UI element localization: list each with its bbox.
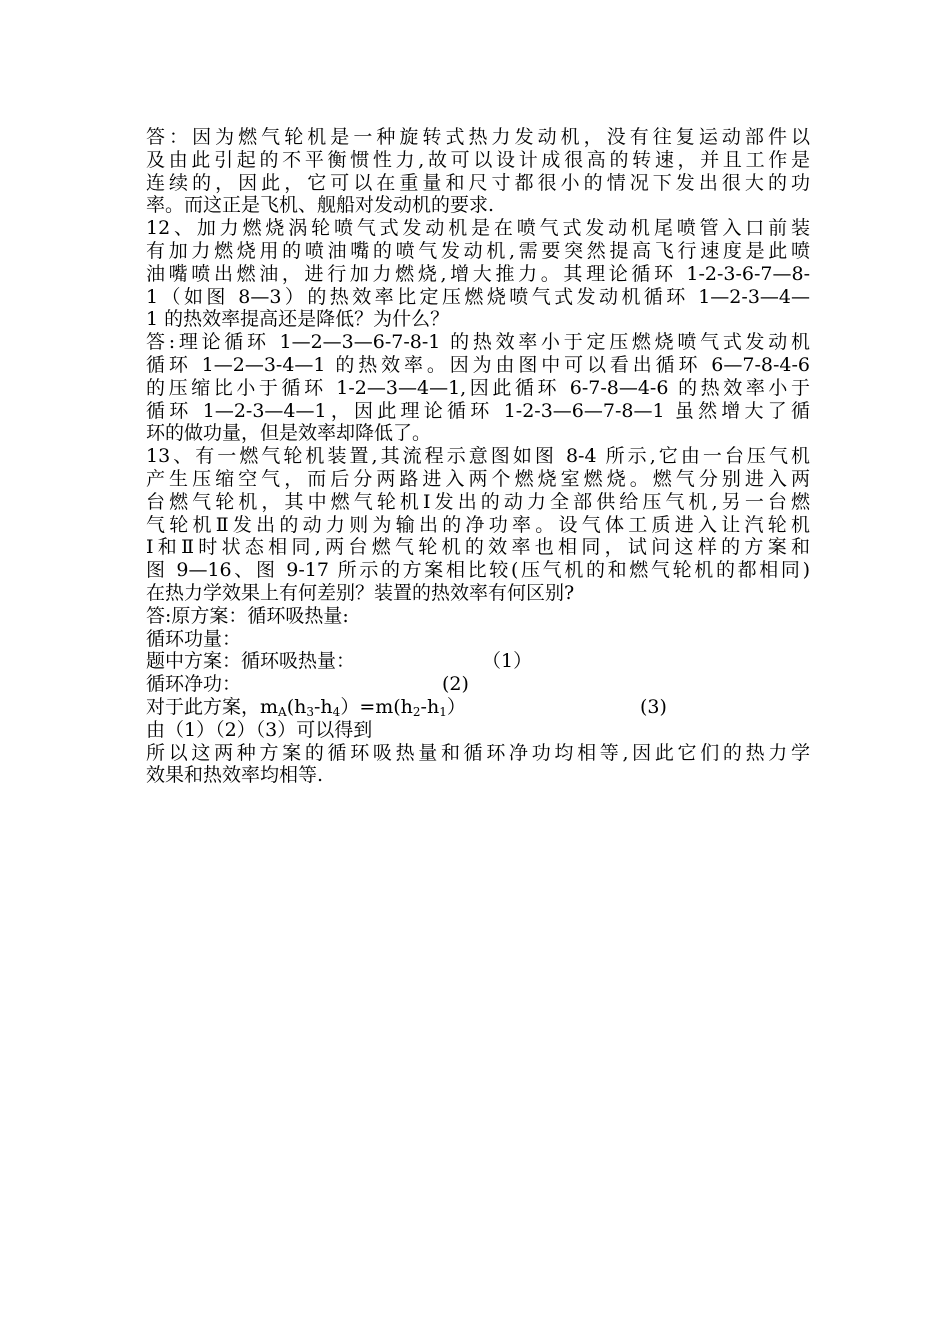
question-13-line: 13、有一燃气轮机装置,其流程示意图如图 8-4 所示,它由一台压气机 (146, 445, 810, 468)
text-line: 台燃气轮机，其中燃气轮机Ⅰ发出的动力全部供给压气机,另一台燃 (146, 490, 810, 513)
text-line: 1 的热效率提高还是降低？为什么？ (146, 308, 450, 331)
equation-text: 对于此方案，$m_A(h_3-h_4)=m(h_2-h_1)$ (146, 695, 466, 719)
conclusion-line: 所以这两种方案的循环吸热量和循环净功均相等,因此它们的热力学 (146, 741, 810, 764)
text-line: 油嘴喷出燃油，进行加力燃烧,增大推力。其理论循环 1-2-3-6-7—8- (146, 262, 810, 285)
heat-line (146, 650, 810, 673)
text-line: 由（1）（2）（3）可以得到 (146, 718, 373, 741)
text-line: 循环 1—2-3—4—1，因此理论循环 1-2-3—6—7-8—1 虽然增大了循 (146, 399, 810, 422)
work-text: 循环净功： (146, 673, 242, 696)
text-line: 图 9—16、图 9-17 所示的方案相比较(压气机的和燃气轮机的都相同) (146, 559, 810, 582)
heat-text: 题中方案：循环吸热量： (146, 650, 356, 673)
question-12-line: 12、加力燃烧涡轮喷气式发动机是在喷气式发动机尾喷管入口前装 (146, 217, 810, 240)
answer-13-line: 答:原方案：循环吸热量: (146, 604, 349, 627)
text-line: 气轮机Ⅱ发出的动力则为输出的净功率。设气体工质进入让汽轮机 (146, 513, 810, 536)
answer-12-line: 答:理论循环 1—2—3—6-7-8-1 的热效率小于定压燃烧喷气式发动机 (146, 331, 810, 354)
text-line: 答：因为燃气轮机是一种旋转式热力发动机，没有往复运动部件以 (146, 126, 810, 148)
text-line: 产生压缩空气，而后分两路进入两个燃烧室燃烧。燃气分别进入两 (146, 467, 810, 490)
equation-number: (3) (640, 695, 667, 718)
text-line: 1（如图 8—3）的热效率比定压燃烧喷气式发动机循环 1—2-3—4— (146, 285, 810, 308)
text-line: 率。而这正是飞机、舰船对发动机的要求. (146, 194, 495, 217)
text-line: 循环 1—2—3-4—1 的热效率。因为由图中可以看出循环 6—7-8-4-6 (146, 353, 810, 376)
text-line: 循环功量： (146, 627, 242, 650)
text-line: 及由此引起的不平衡惯性力,故可以设计成很高的转速，并且工作是 (146, 148, 810, 171)
text-line: 的压缩比小于循环 1-2—3—4—1,因此循环 6-7-8—4-6 的热效率小于 (146, 376, 810, 399)
work-line (146, 673, 810, 696)
conclusion-line: 效果和热效率均相等. (146, 764, 324, 787)
text-line: 连续的，因此，它可以在重量和尺寸都很小的情况下发出很大的功 (146, 171, 810, 194)
text-line: 环的做功量，但是效率却降低了。 (146, 422, 432, 445)
text-line: 在热力学效果上有何差别？装置的热效率有何区别? (146, 581, 575, 604)
text-line: Ⅰ和Ⅱ时状态相同,两台燃气轮机的效率也相同，试问这样的方案和 (146, 536, 810, 559)
document-body (146, 126, 810, 787)
equation-line (146, 696, 810, 719)
equation-number: （1） (482, 650, 533, 673)
text-line: 有加力燃烧用的喷油嘴的喷气发动机,需要突然提高飞行速度是此喷 (146, 239, 810, 262)
equation-number: (2) (442, 673, 469, 696)
